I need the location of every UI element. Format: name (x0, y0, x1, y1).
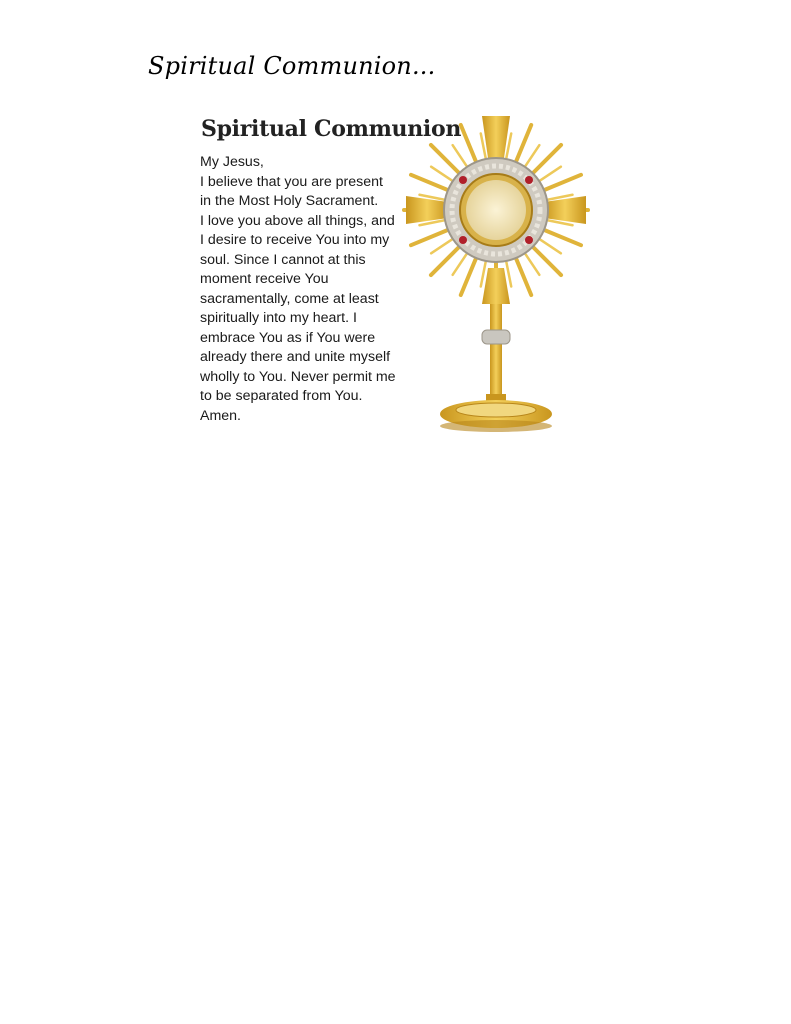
prayer-line: My Jesus, (200, 154, 264, 170)
prayer-line: I believe that you are present (200, 173, 383, 190)
prayer-line: already there and unite myself (200, 349, 391, 365)
prayer-line: to be separated from You. (200, 388, 363, 404)
prayer-line: in the Most Holy Sacrament. (200, 193, 379, 209)
prayer-line: embrace You as if You were (200, 329, 376, 346)
prayer-line: wholly to You. Never permit me (200, 368, 396, 385)
prayer-line: spiritually into my heart. I (200, 310, 357, 326)
prayer-card (196, 108, 596, 448)
card-title: Spiritual Communion (201, 116, 462, 142)
prayer-line: I desire to receive You into my (200, 232, 390, 248)
page-heading: Spiritual Communion... (148, 52, 436, 80)
monstrance-icon (396, 108, 596, 448)
prayer-line: moment receive You (200, 271, 329, 287)
prayer-text (200, 153, 396, 426)
prayer-line: sacramentally, come at least (200, 290, 379, 307)
prayer-line: soul. Since I cannot at this (200, 251, 366, 268)
prayer-line: I love you above all things, and (200, 212, 395, 229)
prayer-line: Amen. (200, 407, 242, 424)
